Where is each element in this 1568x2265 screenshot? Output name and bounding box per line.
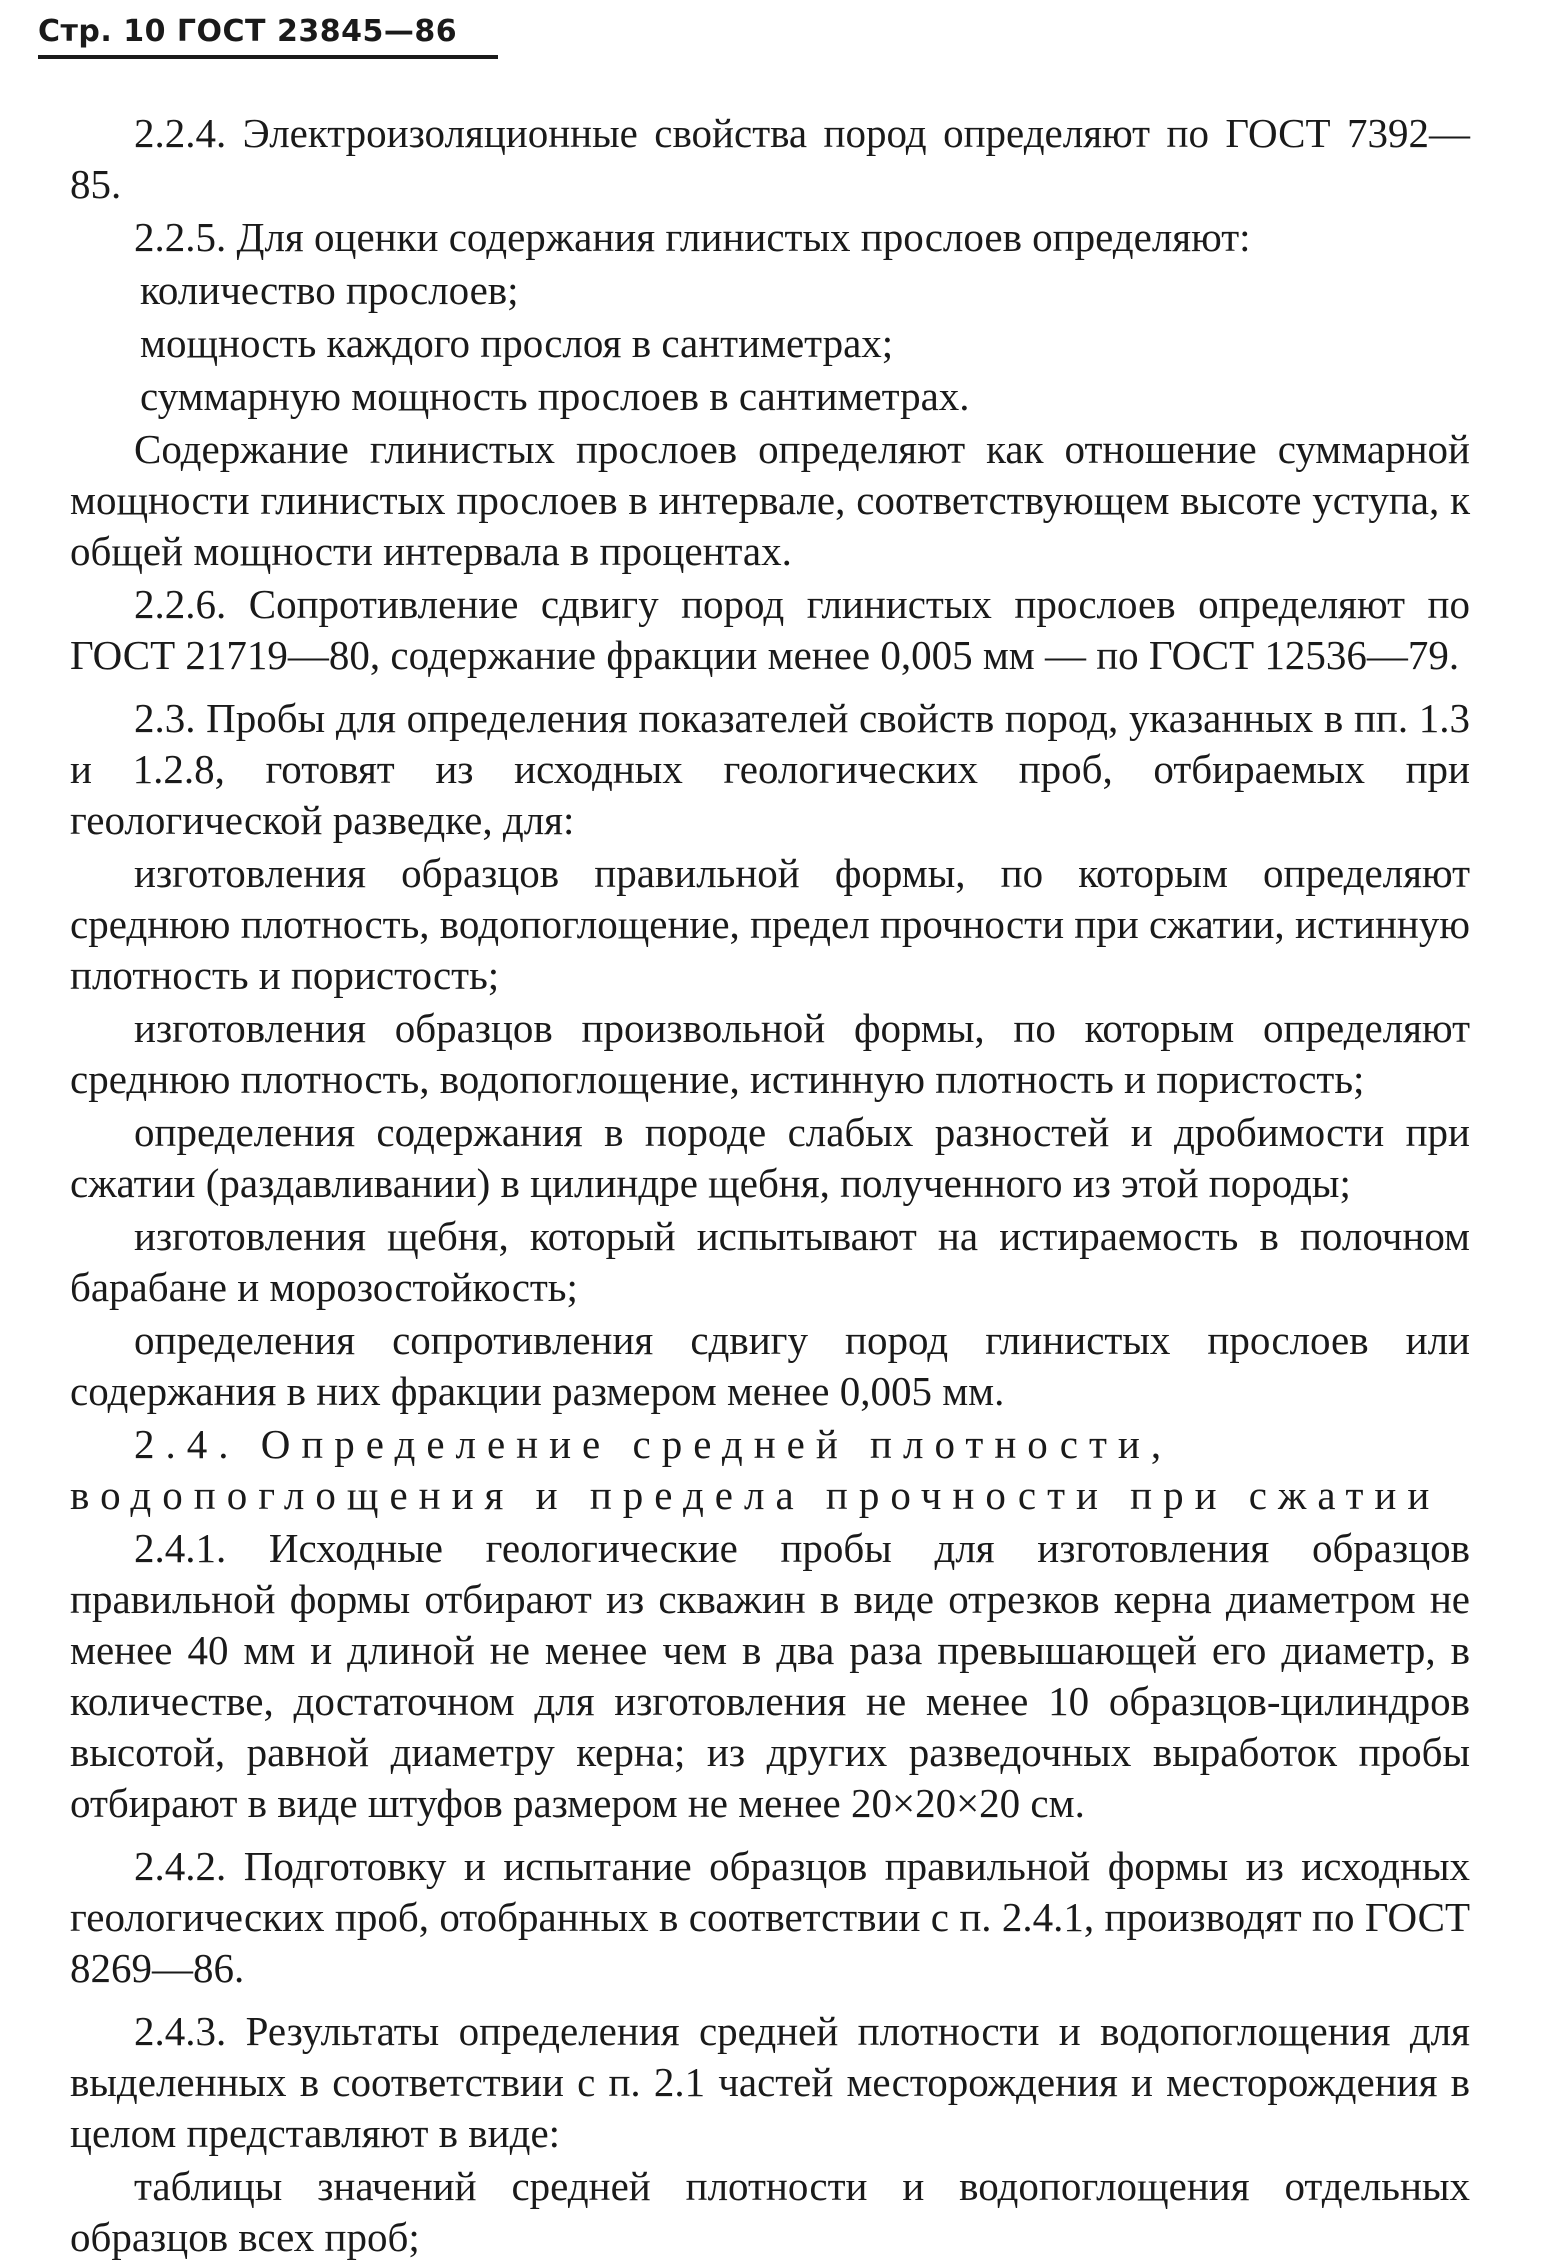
paragraph-content-definition: Содержание глинистых прослоев определяют как отношение суммарной мощности глинистых прослоев в интервале, соответствующем высоте уступа, к общей мощности интервала в процентах. (70, 426, 1470, 574)
section-heading-2-4: 2.4. Определение средней плотности, водопоглощения и предела прочности при сжатии (70, 1421, 1441, 1518)
paragraph-2-4-3: 2.4.3. Результаты определения средней плотности и водопоглощения для выделенных в соответствии с п. 2.1 частей месторождения и месторождения в целом представляют в виде: (70, 2008, 1470, 2156)
paragraph-2-2-6: 2.2.6. Сопротивление сдвигу пород глинистых прослоев определяют по ГОСТ 21719—80, содержание фракции менее 0,005 мм — по ГОСТ 12536—79. (70, 581, 1470, 678)
paragraph-2-2-5: 2.2.5. Для оценки содержания глинистых прослоев определяют: (134, 214, 1251, 260)
paragraph-2-2-4: 2.2.4. Электроизоляционные свойства пород определяют по ГОСТ 7392—85. (70, 110, 1470, 207)
list-item: изготовления щебня, который испытывают на истираемость в полочном барабане и морозостойкость; (70, 1213, 1470, 1310)
list-item: количество прослоев; (140, 267, 519, 313)
list-item: мощность каждого прослоя в сантиметрах; (140, 320, 894, 366)
list-item: определения сопротивления сдвигу пород глинистых прослоев или содержания в них фракции размером менее 0,005 мм. (70, 1317, 1470, 1414)
paragraph-2-4-2: 2.4.2. Подготовку и испытание образцов правильной формы из исходных геологических проб, отобранных в соответствии с п. 2.4.1, производят по ГОСТ 8269—86. (70, 1843, 1470, 1991)
list-item: определения содержания в породе слабых разностей и дробимости при сжатии (раздавливании) в цилиндре щебня, полученного из этой породы; (70, 1109, 1470, 1206)
list-item: суммарную мощность прослоев в сантиметрах. (140, 373, 970, 419)
list-item: изготовления образцов правильной формы, по которым определяют среднюю плотность, водопоглощение, предел прочности при сжатии, истинную плотность и пористость; (70, 850, 1470, 998)
paragraph-2-4-1: 2.4.1. Исходные геологические пробы для изготовления образцов правильной формы отбирают из скважин в виде отрезков керна диаметром не менее 40 мм и длиной не менее чем в два раза превышающей его диаметр, в количестве, достаточном для изготовления не менее 10 образцов-цилиндров высотой, равной диаметру керна; из других разведочных выработок пробы отбирают в виде штуфов размером не менее 20×20×20 см. (70, 1525, 1470, 1826)
document-body (70, 108, 1470, 2265)
list-item: изготовления образцов произвольной формы, по которым определяют среднюю плотность, водопоглощение, истинную плотность и пористость; (70, 1005, 1470, 1102)
paragraph-2-3: 2.3. Пробы для определения показателей свойств пород, указанных в пп. 1.3 и 1.2.8, готовят из исходных геологических проб, отбираемых при геологической разведке, для: (70, 695, 1470, 843)
page-header: Стр. 10 ГОСТ 23845—86 (38, 14, 498, 59)
list-item: таблицы значений средней плотности и водопоглощения отдельных образцов всех проб; (70, 2163, 1470, 2260)
